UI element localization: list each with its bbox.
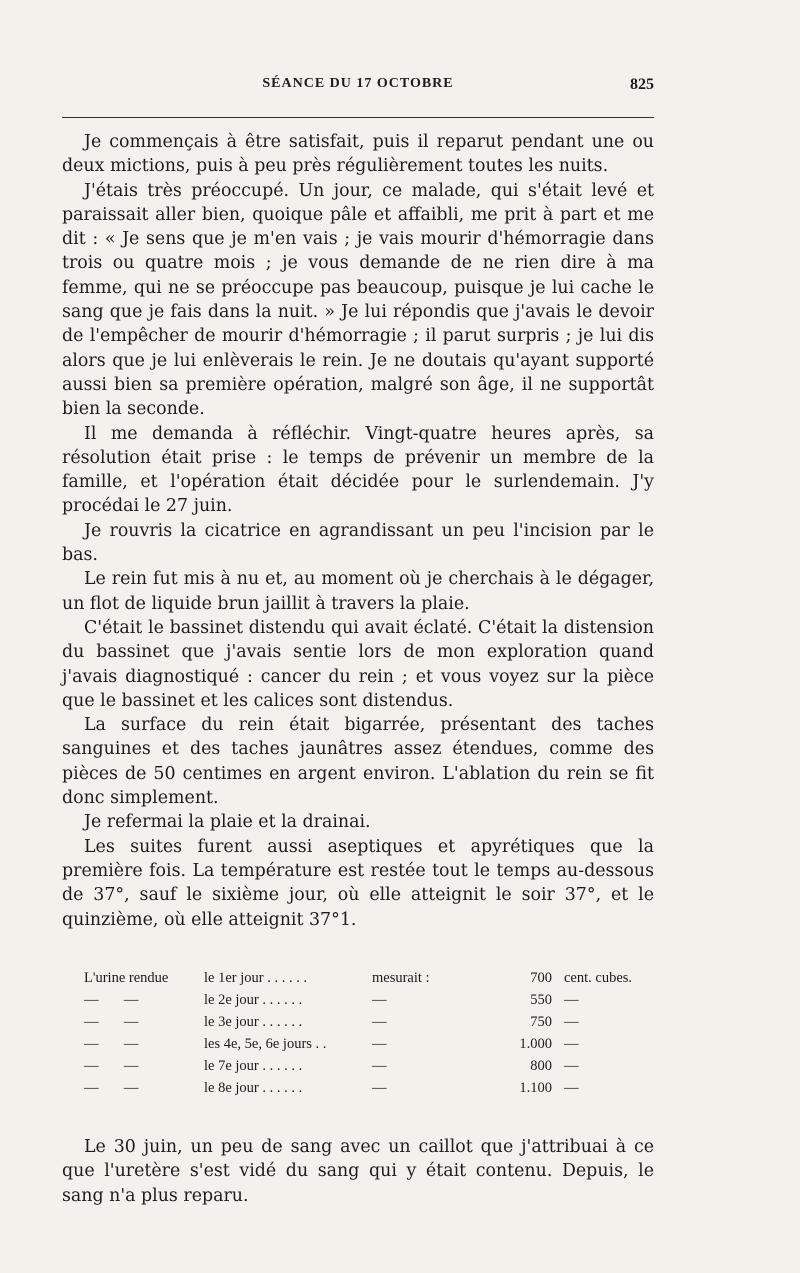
row-day: le 8e jour . . . . . . xyxy=(204,1080,303,1096)
urine-measurements-table xyxy=(84,970,644,1102)
measurement-row xyxy=(84,1080,644,1102)
row-lead: — — xyxy=(84,1058,139,1074)
running-header xyxy=(62,76,654,98)
row-day: le 2e jour . . . . . . xyxy=(204,992,303,1008)
page-number: 825 xyxy=(630,76,654,93)
row-amount: 550 xyxy=(530,992,552,1008)
row-unit: — xyxy=(564,1058,579,1074)
row-amount: 750 xyxy=(530,1014,552,1030)
row-unit: cent. cubes. xyxy=(564,970,633,986)
header-rule xyxy=(62,117,654,118)
paragraph: Le rein fut mis à nu et, au moment où je cherchais à le dégager, un flot de liquide brun jaillit à travers la plaie. xyxy=(62,569,654,614)
measurement-row xyxy=(84,992,644,1014)
row-verb: — xyxy=(372,1014,387,1030)
row-verb: — xyxy=(372,1036,387,1052)
measurement-row xyxy=(84,970,644,992)
measurement-row xyxy=(84,1058,644,1080)
row-verb: — xyxy=(372,1058,387,1074)
row-amount: 800 xyxy=(530,1058,552,1074)
paragraph: J'étais très préoccupé. Un jour, ce malade, qui s'était levé et paraissait aller bien, quoique pâle et affaibli, me prit à part et me dit : « Je sens que je m'en vais ; je vais mourir d'hémorragie dans trois ou quatre mois ; je vous demande de ne rien dire à ma femme, qui ne se préoccupe pas beaucoup, puisque je lui cache le sang que je fais dans la nuit. » Je lui répondis que j'avais le devoir de l'empêcher de mourir d'hémorragie ; il parut surpris ; je lui dis alors que je lui enlèverais le rein. Je ne doutais qu'ayant supporté aussi bien sa première opération, malgré son âge, il ne supportât bien la seconde. xyxy=(62,180,654,420)
row-lead: L'urine rendue xyxy=(84,970,169,986)
measurement-row xyxy=(84,1014,644,1036)
row-day: le 7e jour . . . . . . xyxy=(204,1058,303,1074)
paragraph: Il me demanda à réfléchir. Vingt-quatre heures après, sa résolution était prise : le temps de prévenir un membre de la famille, et l'opération était décidée pour le surlendemain. J'y procédai le 27 juin. xyxy=(62,423,654,517)
row-unit: — xyxy=(564,992,579,1008)
paragraph: La surface du rein était bigarrée, présentant des taches sanguines et des taches jaunâtres assez étendues, comme des pièces de 50 centimes en argent environ. L'ablation du rein se fit donc simplement. xyxy=(62,715,654,809)
closing-paragraph: Le 30 juin, un peu de sang avec un caillot que j'attribuai à ce que l'uretère s'est vidé du sang qui y était contenu. Depuis, le sang n'a plus reparu. xyxy=(62,1137,654,1206)
paragraph: Je refermai la plaie et la drainai. xyxy=(84,812,371,833)
row-amount: 700 xyxy=(530,970,552,986)
body-text xyxy=(62,130,654,932)
closing-text xyxy=(62,1135,654,1208)
row-day: le 3e jour . . . . . . xyxy=(204,1014,303,1030)
row-verb: — xyxy=(372,1080,387,1096)
measurement-row xyxy=(84,1036,644,1058)
row-lead: — — xyxy=(84,1080,139,1096)
paragraph: C'était le bassinet distendu qui avait éclaté. C'était la distension du bassinet que j'avais sentie lors de mon exploration quand j'avais diagnostiqué : cancer du rein ; et vous voyez sur la pièce que le bassinet et les calices sont distendus. xyxy=(62,617,654,711)
paragraph: Je rouvris la cicatrice en agrandissant un peu l'incision par le bas. xyxy=(62,520,654,566)
header-title: SÉANCE DU 17 OCTOBRE xyxy=(262,76,454,91)
paragraph: Les suites furent aussi aseptiques et apyrétiques que la première fois. La température est restée tout le temps au-dessous de 37°, sauf le sixième jour, où elle atteignit le soir 37°, et le quinzième, où elle atteignit 37°1. xyxy=(62,836,654,930)
row-amount: 1.100 xyxy=(519,1080,552,1096)
row-lead: — — xyxy=(84,992,139,1008)
row-lead: — — xyxy=(84,1036,139,1052)
paragraph: Je commençais à être satisfait, puis il reparut pendant une ou deux mictions, puis à peu près régulièrement toutes les nuits. xyxy=(62,132,654,177)
row-day: les 4e, 5e, 6e jours . . xyxy=(204,1036,327,1052)
row-day: le 1er jour . . . . . . xyxy=(204,970,308,986)
row-verb: mesurait : xyxy=(372,970,430,986)
row-amount: 1.000 xyxy=(519,1036,552,1052)
row-lead: — — xyxy=(84,1014,139,1030)
row-unit: — xyxy=(564,1014,579,1030)
row-verb: — xyxy=(372,992,387,1008)
row-unit: — xyxy=(564,1080,579,1096)
row-unit: — xyxy=(564,1036,579,1052)
